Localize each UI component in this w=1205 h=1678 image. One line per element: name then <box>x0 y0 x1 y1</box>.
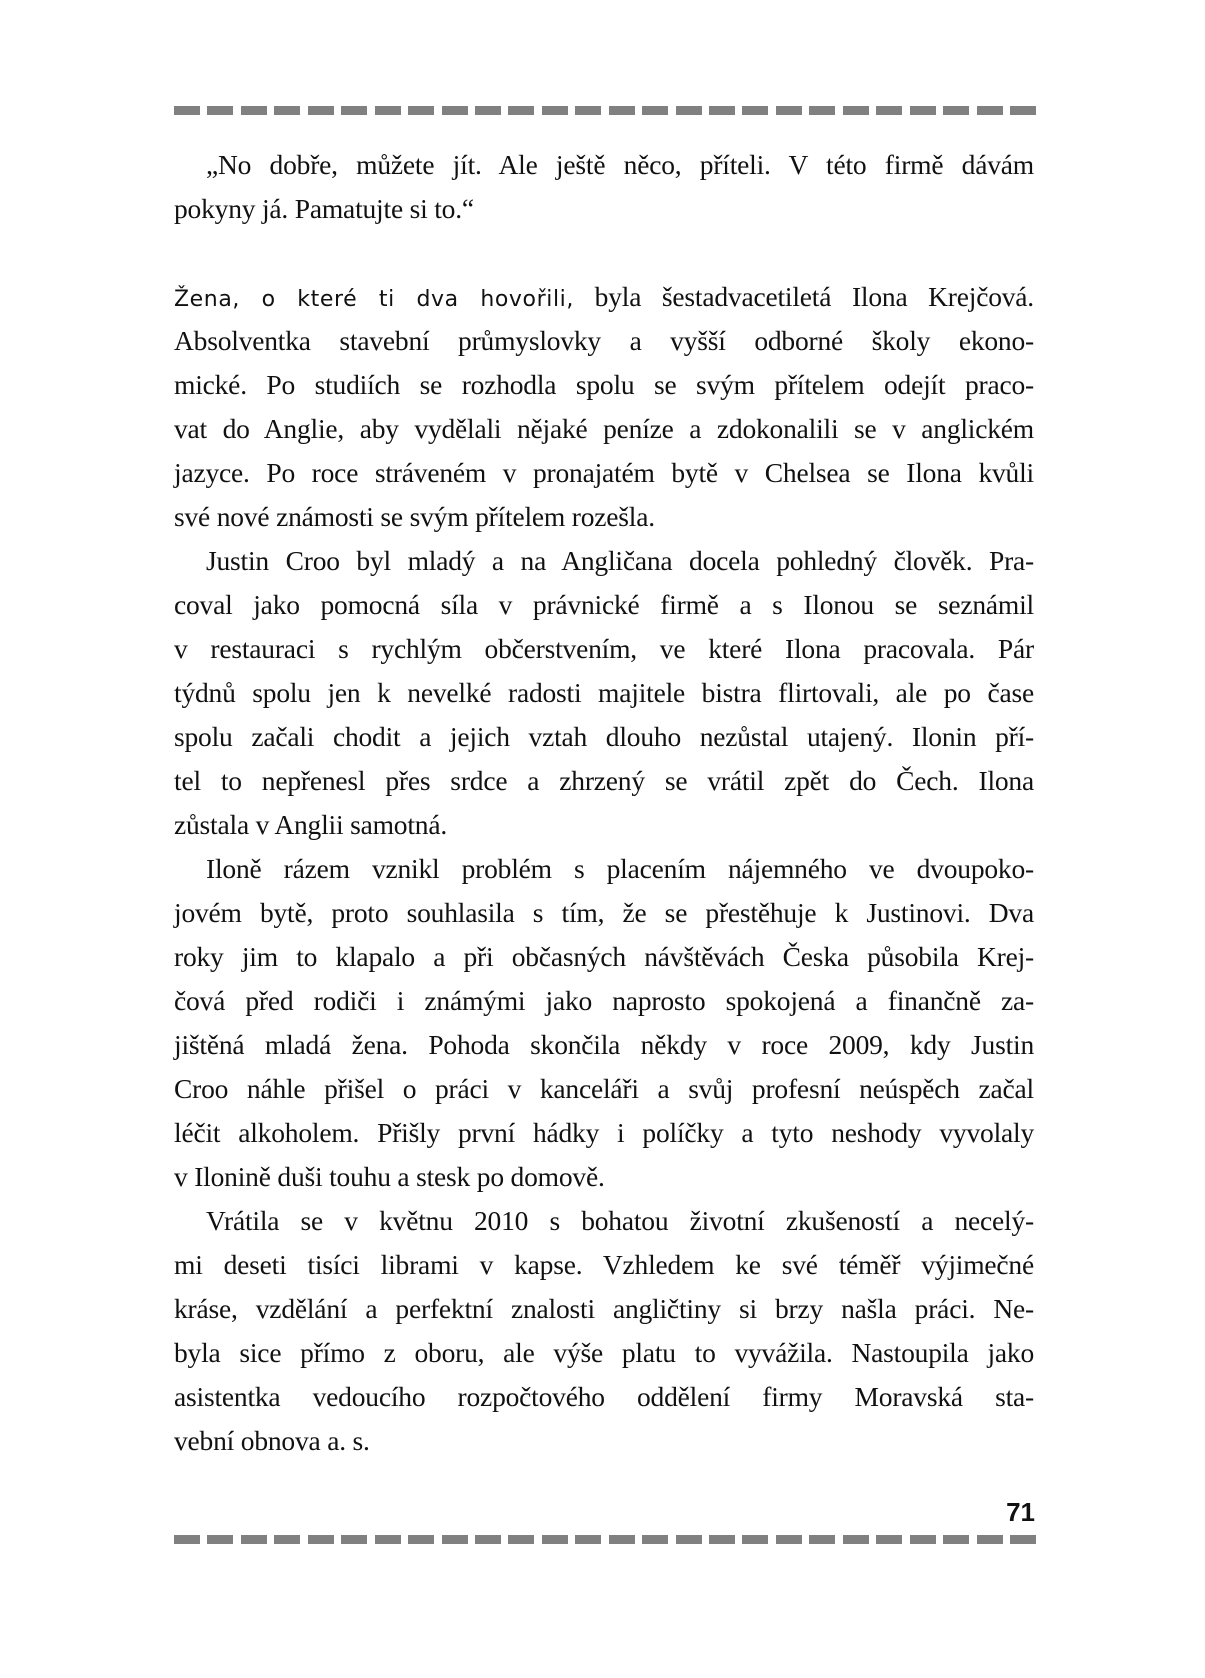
text-line: mické. Po studiích se rozhodla spolu se svým přítelem odejít praco- <box>174 369 1034 400</box>
dash-segment <box>375 1535 401 1544</box>
dash-segment <box>943 1535 969 1544</box>
dash-segment <box>709 106 735 115</box>
dash-segment <box>943 106 969 115</box>
dash-segment <box>575 1535 601 1544</box>
dash-segment <box>977 106 1003 115</box>
dash-segment <box>508 106 534 115</box>
text-line: týdnů spolu jen k nevelké radosti majitele bistra flirtovali, ale po čase <box>174 677 1034 708</box>
dash-segment <box>776 1535 802 1544</box>
lead-in-text: Žena, o které ti dva hovořili, <box>174 287 574 312</box>
text-line: spolu začali chodit a jejich vztah dlouho nezůstal utajený. Ilonin pří- <box>174 721 1034 752</box>
text-line: jazyce. Po roce stráveném v pronajatém bytě v Chelsea se Ilona kvůli <box>174 457 1034 488</box>
top-dashed-rule <box>174 106 1036 115</box>
dash-segment <box>910 1535 936 1544</box>
text-line: Iloně rázem vznikl problém s placením nájemného ve dvoupoko- <box>206 853 1034 884</box>
dash-segment <box>241 1535 267 1544</box>
dash-segment <box>609 106 635 115</box>
dash-segment <box>174 106 200 115</box>
dash-segment <box>241 106 267 115</box>
dash-segment <box>642 1535 668 1544</box>
text-line: Justin Croo byl mladý a na Angličana docela pohledný člověk. Pra- <box>206 545 1034 576</box>
paragraph-2 <box>174 275 1034 539</box>
text-line: v Ilonině duši touhu a stesk po domově. <box>174 1161 605 1192</box>
text-line: Croo náhle přišel o práci v kanceláři a svůj profesní neúspěch začal <box>174 1073 1034 1104</box>
dash-segment <box>274 1535 300 1544</box>
page-number: 71 <box>1006 1497 1035 1527</box>
dash-segment <box>977 1535 1003 1544</box>
dash-segment <box>575 106 601 115</box>
dash-segment <box>475 1535 501 1544</box>
dash-segment <box>742 1535 768 1544</box>
dash-segment <box>609 1535 635 1544</box>
dash-segment <box>642 106 668 115</box>
paragraph-1 <box>174 143 1034 231</box>
text-line: coval jako pomocná síla v právnické firmě a s Ilonou se seznámil <box>174 589 1034 620</box>
text-line: pokyny já. Pamatujte si to.“ <box>174 193 474 224</box>
dash-segment <box>508 1535 534 1544</box>
text-line: mi deseti tisíci librami v kapse. Vzhledem ke své téměř výjimečné <box>174 1249 1034 1280</box>
text-line: roky jim to klapalo a při občasných návštěvách Česka působila Krej- <box>174 941 1034 972</box>
dash-segment <box>776 106 802 115</box>
dash-segment <box>308 1535 334 1544</box>
dash-segment <box>910 106 936 115</box>
dash-segment <box>676 106 702 115</box>
dash-segment <box>809 1535 835 1544</box>
dash-segment <box>274 106 300 115</box>
dash-segment <box>809 106 835 115</box>
dash-segment <box>442 106 468 115</box>
dash-segment <box>207 1535 233 1544</box>
dash-segment <box>341 106 367 115</box>
paragraph-4 <box>174 847 1034 1199</box>
text-line: své nové známosti se svým přítelem rozešla. <box>174 501 655 532</box>
dash-segment <box>341 1535 367 1544</box>
paragraph-3 <box>174 539 1034 847</box>
dash-segment <box>676 1535 702 1544</box>
dash-segment <box>709 1535 735 1544</box>
text-line: asistentka vedoucího rozpočtového oddělení firmy Moravská sta- <box>174 1381 1034 1412</box>
dash-segment <box>876 1535 902 1544</box>
dash-segment <box>408 106 434 115</box>
text-line: zůstala v Anglii samotná. <box>174 809 448 840</box>
text-line: kráse, vzdělání a perfektní znalosti angličtiny si brzy našla práci. Ne- <box>174 1293 1034 1324</box>
dash-segment <box>174 1535 200 1544</box>
dash-segment <box>843 1535 869 1544</box>
bottom-dashed-rule <box>174 1535 1036 1544</box>
text-span: byla šestadvacetiletá Ilona Krejčová. <box>573 281 1034 312</box>
text-line: čová před rodiči i známými jako naprosto spokojená a finančně za- <box>174 985 1034 1016</box>
dash-segment <box>843 106 869 115</box>
dash-segment <box>742 106 768 115</box>
text-line: Absolventka stavební průmyslovky a vyšší odborné školy ekono- <box>174 325 1034 356</box>
dash-segment <box>207 106 233 115</box>
dash-segment <box>442 1535 468 1544</box>
dash-segment <box>1010 106 1036 115</box>
text-line: byla sice přímo z oboru, ale výše platu to vyvážila. Nastoupila jako <box>174 1337 1034 1368</box>
dash-segment <box>876 106 902 115</box>
dash-segment <box>1010 1535 1036 1544</box>
text-line: tel to nepřenesl přes srdce a zhrzený se vrátil zpět do Čech. Ilona <box>174 765 1034 796</box>
dash-segment <box>408 1535 434 1544</box>
dash-segment <box>542 1535 568 1544</box>
text-line <box>174 275 1034 319</box>
page-body <box>174 143 1034 1463</box>
dash-segment <box>375 106 401 115</box>
text-line: léčit alkoholem. Přišly první hádky i políčky a tyto neshody vyvolaly <box>174 1117 1034 1148</box>
text-line: jištěná mladá žena. Pohoda skončila někdy v roce 2009, kdy Justin <box>174 1029 1034 1060</box>
dash-segment <box>475 106 501 115</box>
text-line: jovém bytě, proto souhlasila s tím, že se přestěhuje k Justinovi. Dva <box>174 897 1034 928</box>
text-line: v restauraci s rychlým občerstvením, ve které Ilona pracovala. Pár <box>174 633 1034 664</box>
text-line: vat do Anglie, aby vydělali nějaké peníze a zdokonalili se v anglickém <box>174 413 1034 444</box>
paragraph-5 <box>174 1199 1034 1463</box>
dash-segment <box>308 106 334 115</box>
dash-segment <box>542 106 568 115</box>
text-line: vební obnova a. s. <box>174 1425 370 1456</box>
text-line: Vrátila se v květnu 2010 s bohatou životní zkušeností a necelý- <box>206 1205 1034 1236</box>
text-line: „No dobře, můžete jít. Ale ještě něco, příteli. V této firmě dávám <box>206 149 1034 180</box>
